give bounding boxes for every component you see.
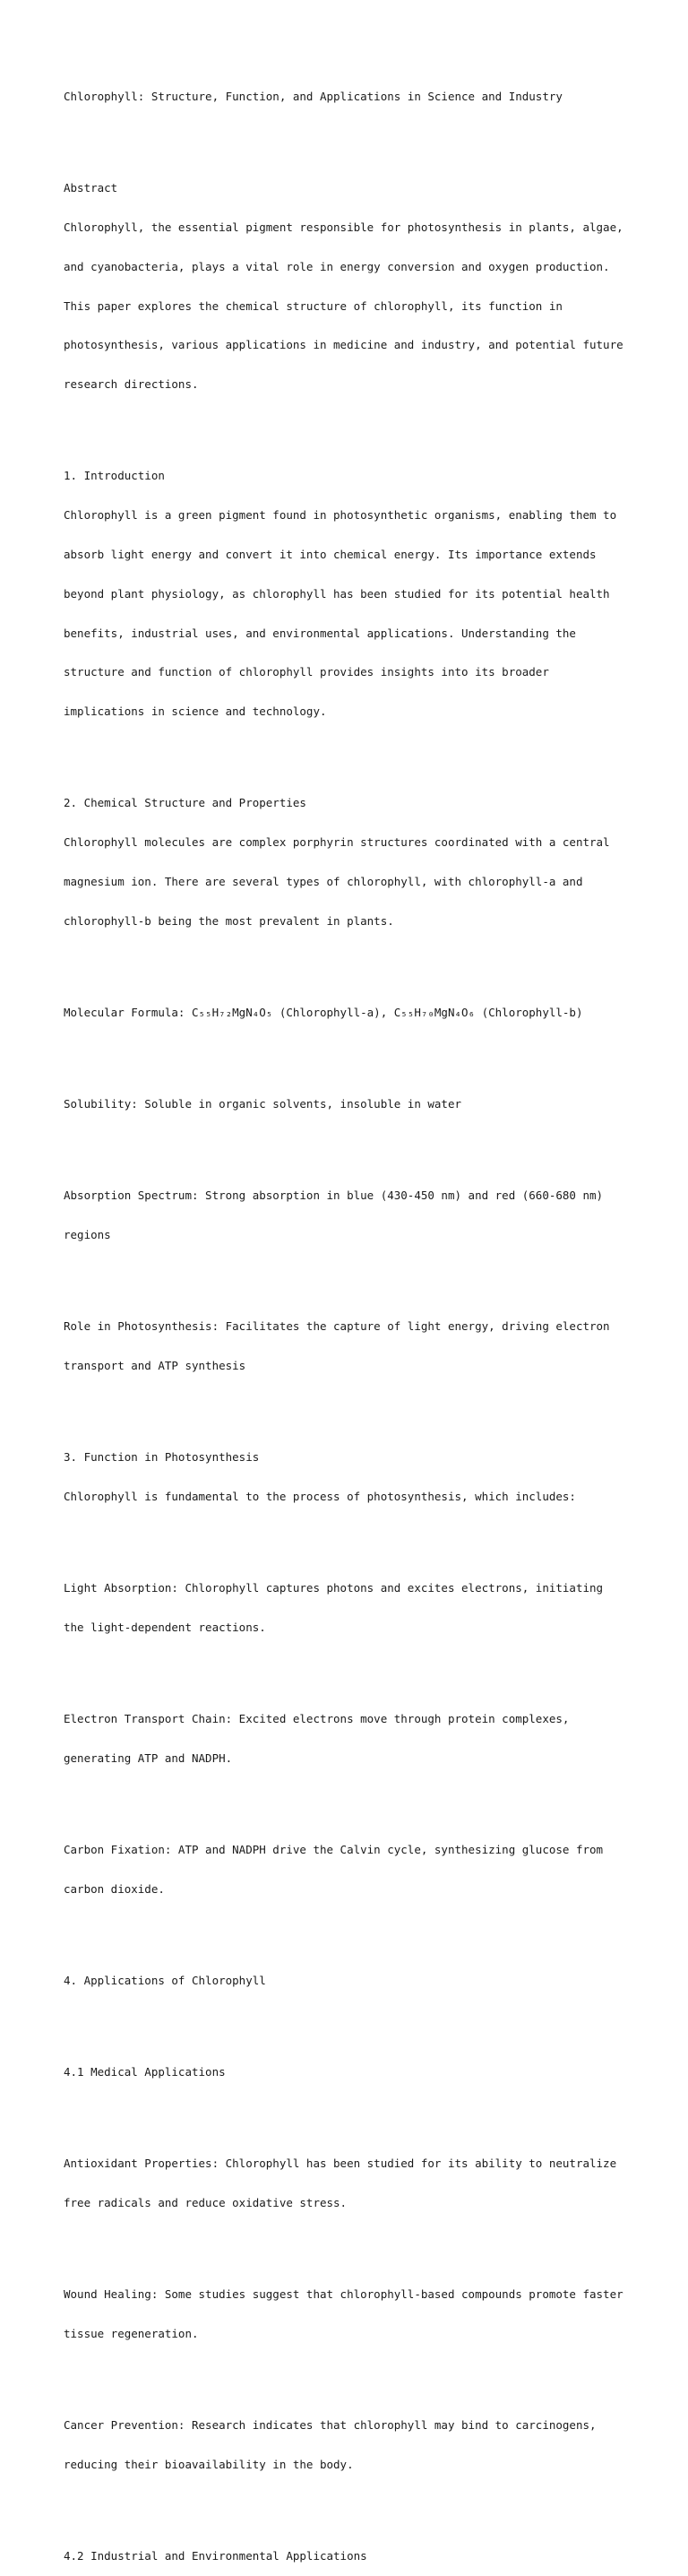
introduction-line: absorb light energy and convert it into chemical energy. Its importance extends	[64, 547, 597, 561]
cancer-prevention: reducing their bioavailability in the body.	[64, 2457, 354, 2471]
wound-healing: Wound Healing: Some studies suggest that chlorophyll-based compounds promote faster	[64, 2286, 624, 2301]
abstract-line: Chlorophyll, the essential pigment responsible for photosynthesis in plants, algae,	[64, 220, 624, 235]
carbon-fixation: Carbon Fixation: ATP and NADPH drive the Calvin cycle, synthesizing glucose from	[64, 1842, 604, 1856]
abstract-heading: Abstract	[64, 181, 118, 195]
abstract-line: and cyanobacteria, plays a vital role in energy conversion and oxygen production.	[64, 259, 610, 273]
abstract-line: photosynthesis, various applications in medicine and industry, and potential future	[64, 338, 624, 352]
electron-transport: generating ATP and NADPH.	[64, 1750, 233, 1765]
structure-heading: 2. Chemical Structure and Properties	[64, 796, 306, 810]
absorption-spectrum: Absorption Spectrum: Strong absorption in blue (430-450 nm) and red (660-680 nm)	[64, 1189, 604, 1203]
wound-healing: tissue regeneration.	[64, 2326, 199, 2340]
structure-line: Chlorophyll molecules are complex porphyrin structures coordinated with a central	[64, 835, 610, 850]
light-absorption: the light-dependent reactions.	[64, 1620, 266, 1634]
introduction-line: Chlorophyll is a green pigment found in photosynthetic organisms, enabling them to	[64, 508, 617, 523]
function-intro: Chlorophyll is fundamental to the process of photosynthesis, which includes:	[64, 1489, 576, 1503]
industrial-heading: 4.2 Industrial and Environmental Applications	[64, 2548, 367, 2563]
document-title: Chlorophyll: Structure, Function, and Applications in Science and Industry	[64, 90, 563, 104]
function-heading: 3. Function in Photosynthesis	[64, 1449, 260, 1464]
introduction-line: benefits, industrial uses, and environmental applications. Understanding the	[64, 626, 576, 640]
structure-line: magnesium ion. There are several types of chlorophyll, with chlorophyll-a and	[64, 874, 583, 888]
electron-transport: Electron Transport Chain: Excited electrons move through protein complexes,	[64, 1711, 570, 1725]
solubility: Solubility: Soluble in organic solvents, insoluble in water	[64, 1096, 462, 1111]
antioxidant-properties: Antioxidant Properties: Chlorophyll has been studied for its ability to neutralize	[64, 2157, 617, 2170]
absorption-spectrum: regions	[64, 1227, 111, 1241]
carbon-fixation: carbon dioxide.	[64, 1881, 165, 1896]
introduction-line: beyond plant physiology, as chlorophyll has been studied for its potential health	[64, 586, 610, 601]
structure-line: chlorophyll-b being the most prevalent in plants.	[64, 913, 394, 928]
photosynthesis-role: Role in Photosynthesis: Facilitates the capture of light energy, driving electron	[64, 1319, 610, 1333]
molecular-formula: Molecular Formula: C₅₅H₇₂MgN₄O₅ (Chlorophyll-a), C₅₅H₇₀MgN₄O₆ (Chlorophyll-b)	[64, 1005, 583, 1019]
medical-heading: 4.1 Medical Applications	[64, 2064, 226, 2079]
applications-heading: 4. Applications of Chlorophyll	[64, 1973, 266, 1987]
document-page	[64, 65, 637, 2576]
introduction-line: implications in science and technology.	[64, 705, 327, 719]
photosynthesis-role: transport and ATP synthesis	[64, 1358, 246, 1372]
cancer-prevention: Cancer Prevention: Research indicates that chlorophyll may bind to carcinogens,	[64, 2417, 597, 2432]
abstract-line: This paper explores the chemical structure of chlorophyll, its function in	[64, 298, 563, 313]
introduction-heading: 1. Introduction	[64, 469, 165, 483]
light-absorption: Light Absorption: Chlorophyll captures photons and excites electrons, initiating	[64, 1580, 604, 1595]
abstract-line: research directions.	[64, 377, 199, 392]
antioxidant-properties: free radicals and reduce oxidative stress.	[64, 2195, 348, 2209]
introduction-line: structure and function of chlorophyll provides insights into its broader	[64, 665, 549, 679]
